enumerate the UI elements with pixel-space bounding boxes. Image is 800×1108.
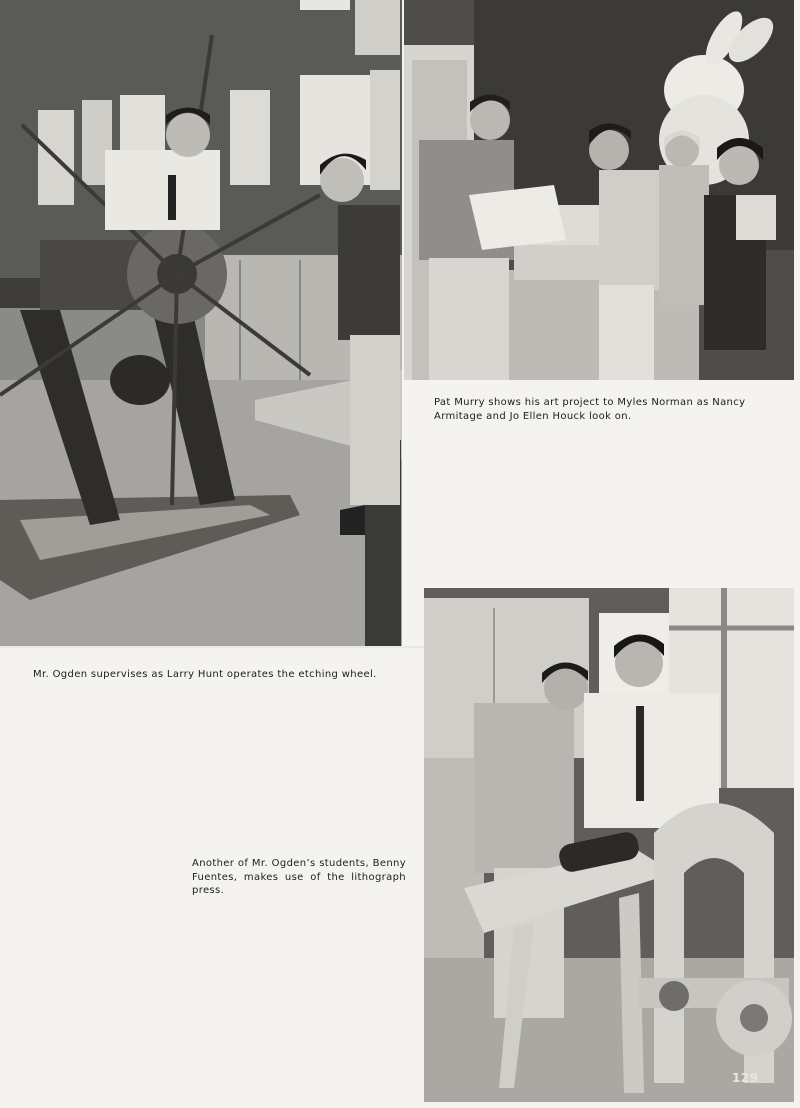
caption-lithograph-press: Another of Mr. Ogden’s students, Benny Fuentes, makes use of the lithograph press. (192, 858, 406, 896)
photo-lithograph-press (424, 588, 794, 1102)
caption-art-project: Pat Murry shows his art project to Myles Norman as Nancy Armitage and Jo Ellen Houck look on. (434, 397, 746, 422)
photo-art-project (404, 0, 794, 380)
photo-etching-wheel (0, 0, 402, 646)
caption-etching-wheel: Mr. Ogden supervises as Larry Hunt operates the etching wheel. (33, 669, 377, 680)
page-crease (0, 646, 424, 648)
art-project-illustration (404, 0, 794, 380)
lithograph-press-illustration (424, 588, 794, 1102)
etching-wheel-illustration (0, 0, 402, 646)
page-number: 129 (732, 1071, 759, 1085)
